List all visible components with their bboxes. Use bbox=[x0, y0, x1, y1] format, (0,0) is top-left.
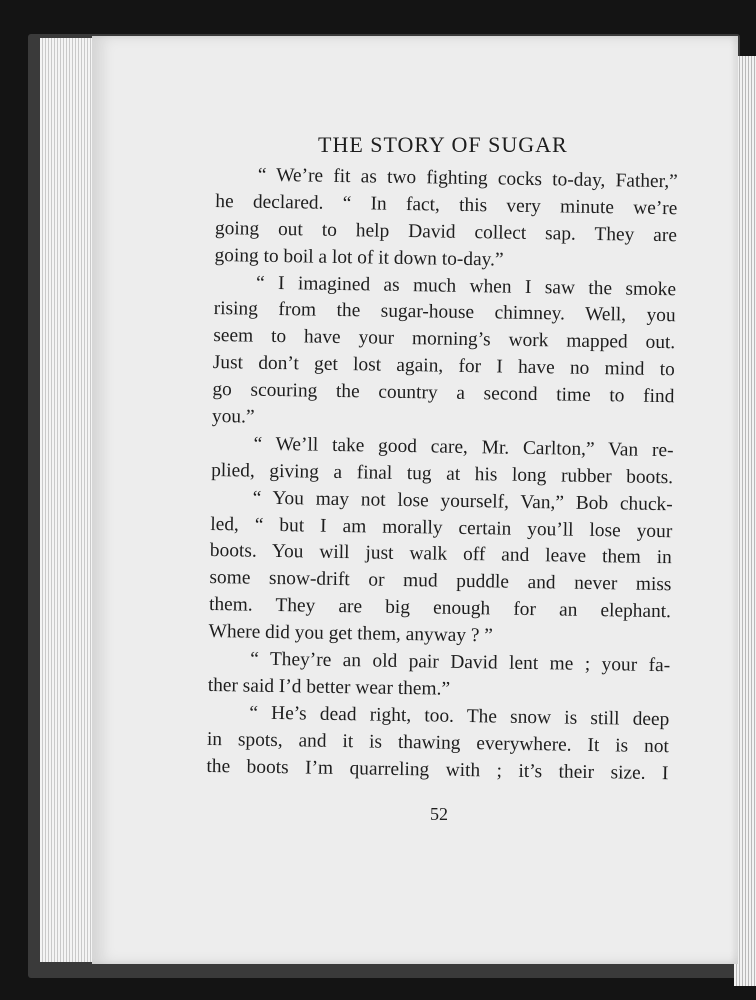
body-text bbox=[206, 162, 678, 788]
text-line: “ You may not lose yourself, Van,” Bob chuck- bbox=[252, 487, 673, 515]
text-line: “ We’ll take good care, Mr. Carlton,” Van re- bbox=[253, 433, 674, 462]
page-number: 52 bbox=[430, 804, 448, 824]
text-line: “ They’re an old pair David lent me ; your fa- bbox=[250, 648, 671, 677]
text-line: seem to have your morning’s work mapped out. bbox=[213, 325, 676, 354]
text-line: some snow-drift or mud puddle and never miss bbox=[209, 567, 672, 596]
running-head: THE STORY OF SUGAR bbox=[318, 132, 568, 157]
text-line: “ I imagined as much when I saw the smoke bbox=[255, 272, 677, 300]
text-line: plied, giving a final tug at his long rubber boots. bbox=[210, 459, 674, 489]
text-line: the boots I’m quarreling with ; it’s their size. I bbox=[206, 755, 669, 784]
text-line: “ We’re fit as two fighting cocks to-day, Father,” bbox=[257, 164, 678, 193]
text-line: ther said I’d better wear them.” bbox=[207, 674, 451, 700]
text-line: rising from the sugar-house chimney. Well, you bbox=[213, 298, 676, 327]
text-line: led, “ but I am morally certain you’ll lose your bbox=[210, 513, 673, 542]
text-line: “ He’s dead right, too. The snow is still deep bbox=[249, 702, 670, 731]
text-line: you.” bbox=[211, 405, 255, 428]
text-line: he declared. “ In fact, this very minute we’re bbox=[215, 190, 678, 220]
text-line: in spots, and it is thawing everywhere. It is not bbox=[206, 728, 670, 757]
text-line: going out to help David collect sap. They are bbox=[214, 217, 678, 247]
text-line: Just don’t get lost again, for I have no mind to bbox=[212, 352, 675, 381]
text-line: go scouring the country a second time to find bbox=[212, 379, 675, 408]
text-line: them. They are big enough for an elephant. bbox=[208, 594, 672, 623]
text-line: Where did you get them, anyway ? ” bbox=[208, 621, 494, 647]
text-line: boots. You will just walk off and leave them in bbox=[209, 540, 672, 569]
text-line: going to boil a lot of it down to-day.” bbox=[214, 244, 504, 271]
